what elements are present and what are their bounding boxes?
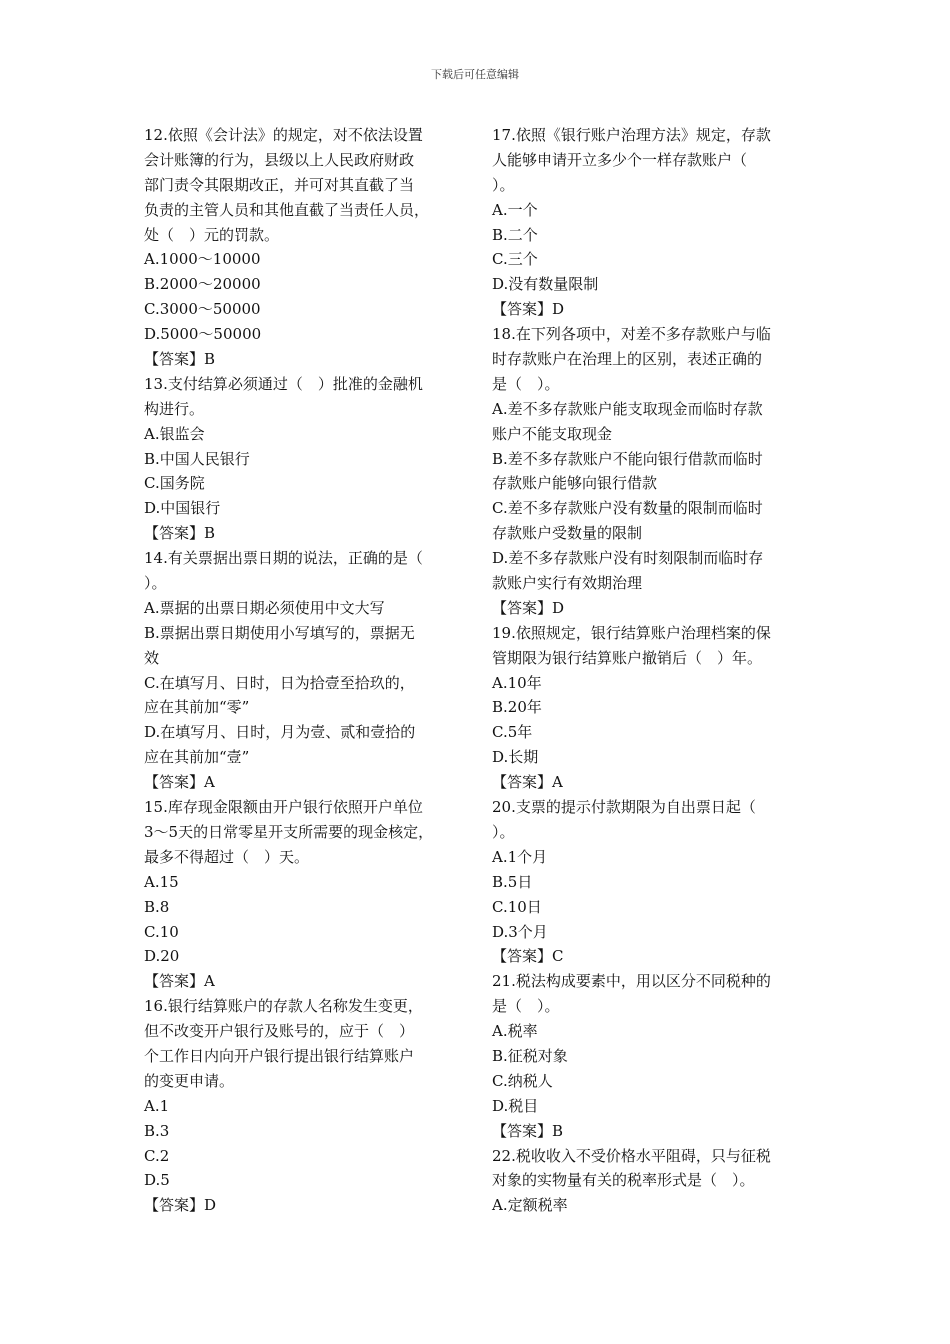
page-header: 下载后可任意编辑 [431, 68, 519, 81]
text-line: 时存款账户在治理上的区别，表述正确的 [492, 350, 763, 369]
text-line: 15.库存现金限额由开户银行依照开户单位 [144, 798, 423, 817]
text-line: ）。 [492, 822, 515, 841]
text-line: B.二个 [492, 225, 538, 244]
text-line: 21.税法构成要素中，用以区分不同税种的 [492, 972, 771, 991]
text-line: B.2000～20000 [144, 275, 261, 294]
text-line: A.1个月 [492, 847, 548, 866]
text-line: 部门责令其限期改正，并可对其直截了当 [144, 175, 415, 194]
right-column [492, 123, 810, 1218]
text-line: C.3000～50000 [144, 300, 261, 319]
text-line: C.10日 [492, 897, 542, 916]
text-line: C.5年 [492, 723, 533, 742]
text-line: A.1000～10000 [144, 250, 261, 269]
text-line: 应在其前加“零” [144, 698, 250, 717]
text-line: 【答案】A [144, 972, 215, 991]
text-line: 【答案】C [492, 947, 564, 966]
text-line: B.5日 [492, 872, 533, 891]
text-line: B.20年 [492, 698, 542, 717]
text-line: D.中国银行 [144, 499, 221, 518]
left-column [144, 123, 474, 1218]
text-line: 13.支付结算必须通过（ ）批准的金融机 [144, 374, 423, 393]
text-line: A.一个 [492, 200, 538, 219]
text-line: 存款账户能够向银行借款 [492, 474, 658, 493]
text-line: 款账户实行有效期治理 [492, 574, 643, 593]
text-line: 14.有关票据出票日期的说法，正确的是（ [144, 549, 423, 568]
text-line: 【答案】D [144, 1196, 217, 1215]
text-line: 构进行。 [144, 399, 205, 418]
text-line: C.差不多存款账户没有数量的限制而临时 [492, 499, 763, 518]
text-line: 【答案】B [144, 524, 216, 543]
text-line: 管期限为银行结算账户撤销后（ ）年。 [492, 648, 763, 667]
text-line: A.定额税率 [492, 1196, 568, 1215]
text-line: 【答案】A [144, 773, 215, 792]
text-line: 18.在下列各项中，对差不多存款账户与临 [492, 325, 771, 344]
text-line: 19.依照规定，银行结算账户治理档案的保 [492, 623, 771, 642]
text-line: D.在填写月、日时，月为壹、贰和壹拾的 [144, 723, 416, 742]
text-line: ）。 [492, 175, 515, 194]
text-line: 最多不得超过（ ）天。 [144, 847, 310, 866]
text-line: C.国务院 [144, 474, 205, 493]
text-line: A.银监会 [144, 424, 205, 443]
text-line: C.2 [144, 1146, 170, 1165]
text-line: D.3个月 [492, 922, 548, 941]
text-line: 处（ ）元的罚款。 [144, 225, 280, 244]
text-line: 【答案】B [144, 350, 216, 369]
text-line: D.税目 [492, 1096, 539, 1115]
text-line: 【答案】D [492, 598, 565, 617]
text-line: B.票据出票日期使用小写填写的，票据无 [144, 623, 415, 642]
text-line: A.票据的出票日期必须使用中文大写 [144, 598, 385, 617]
text-line: 【答案】B [492, 1121, 564, 1140]
text-line: 20.支票的提示付款期限为自出票日起（ [492, 798, 756, 817]
text-line: B.征税对象 [492, 1046, 568, 1065]
text-line: 【答案】A [492, 773, 563, 792]
text-line: 会计账簿的行为，县级以上人民政府财政 [144, 150, 415, 169]
text-line: 人能够申请开立多少个一样存款账户（ [492, 150, 748, 169]
text-line: C.10 [144, 922, 179, 941]
text-line: B.差不多存款账户不能向银行借款而临时 [492, 449, 763, 468]
text-line: C.三个 [492, 250, 538, 269]
text-line: 负责的主管人员和其他直截了当责任人员， [144, 200, 430, 219]
text-line: D.长期 [492, 748, 539, 767]
text-line: A.税率 [492, 1022, 538, 1041]
text-line: D.5000～50000 [144, 325, 262, 344]
text-line: 的变更申请。 [144, 1071, 235, 1090]
text-line: A.10年 [492, 673, 542, 692]
text-line: 账户不能支取现金 [492, 424, 613, 443]
text-line: 3～5天的日常零星开支所需要的现金核定， [144, 822, 434, 841]
text-line: A.差不多存款账户能支取现金而临时存款 [492, 399, 763, 418]
text-line: A.1 [144, 1096, 170, 1115]
text-line: D.没有数量限制 [492, 275, 599, 294]
text-line: C.纳税人 [492, 1071, 553, 1090]
text-line: 【答案】D [492, 300, 565, 319]
text-line: 17.依照《银行账户治理方法》规定，存款 [492, 126, 771, 144]
text-line: 应在其前加“壹” [144, 748, 250, 767]
text-line: C.在填写月、日时，日为拾壹至拾玖的， [144, 673, 415, 692]
text-line: 是（ ）。 [492, 997, 560, 1016]
text-line: B.3 [144, 1121, 170, 1140]
text-line: D.20 [144, 947, 180, 966]
text-line: 16.银行结算账户的存款人名称发生变更， [144, 997, 423, 1016]
text-line: 是（ ）。 [492, 374, 560, 393]
text-line: 对象的实物量有关的税率形式是（ ）。 [492, 1171, 755, 1190]
text-line: 存款账户受数量的限制 [492, 524, 643, 543]
text-line: 22.税收收入不受价格水平阻碍，只与征税 [492, 1146, 771, 1165]
text-line: ）。 [144, 574, 167, 593]
text-line: B.8 [144, 897, 170, 916]
text-line: D.差不多存款账户没有时刻限制而临时存 [492, 549, 764, 568]
text-line: 效 [144, 648, 160, 667]
text-line: 个工作日内向开户银行提出银行结算账户 [144, 1046, 415, 1065]
text-line: B.中国人民银行 [144, 449, 250, 468]
text-line: D.5 [144, 1171, 170, 1190]
text-line: 但不改变开户银行及账号的，应于（ ） [144, 1022, 415, 1041]
text-line: A.15 [144, 872, 179, 891]
text-line: 12.依照《会计法》的规定，对不依法设置 [144, 126, 423, 144]
